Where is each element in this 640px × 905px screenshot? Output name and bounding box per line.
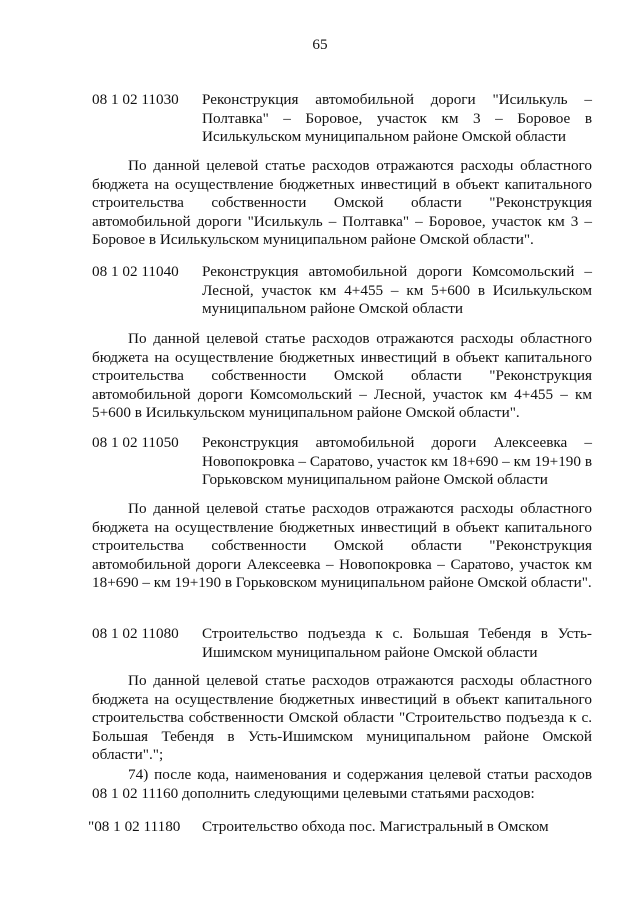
budget-entry-11050 — [92, 434, 592, 490]
entry-code: "08 1 02 11180 — [88, 818, 181, 835]
entry-description-11050 — [92, 500, 592, 593]
entry-code: 08 1 02 11080 — [92, 625, 179, 642]
description-text: По данной целевой статье расходов отражаются расходы областного бюджета на осуществление бюджетных инвестиций в объект капитального строительства собственности Омской области "Реконструкция автомобильной дороги Алексеевка – Новопокровка – Саратово, участок км 18+690 – км 19+190 в Горьковском муниципальном районе Омской области". — [92, 500, 592, 591]
entry-code: 08 1 02 11040 — [92, 263, 179, 280]
entry-title: Строительство обхода пос. Магистральный в Омском — [202, 818, 549, 835]
page-number: 65 — [312, 36, 328, 53]
entry-title: Реконструкция автомобильной дороги Комсомольский – Лесной, участок км 4+455 – км 5+600 в Исилькульском муниципальном районе Омской области — [202, 263, 592, 317]
entry-title: Реконструкция автомобильной дороги "Исилькуль – Полтавка" – Боровое, участок км 3 – Боровое в Исилькульском муниципальном районе Омской области — [202, 91, 592, 145]
budget-entry-11180 — [88, 818, 592, 837]
entry-code: 08 1 02 11050 — [92, 434, 179, 451]
entry-description-11030 — [92, 157, 592, 250]
entry-title: Реконструкция автомобильной дороги Алексеевка – Новопокровка – Саратово, участок км 18+690 – км 19+190 в Горьковском муниципальном районе Омской области — [202, 434, 592, 488]
item-74-text: 74) после кода, наименования и содержания целевой статьи расходов 08 1 02 11160 дополнить следующими целевыми статьями расходов: — [92, 766, 592, 802]
budget-entry-11080 — [92, 625, 592, 662]
description-text: По данной целевой статье расходов отражаются расходы областного бюджета на осуществление бюджетных инвестиций в объект капитального строительства собственности Омской области "Реконструкция автомобильной дороги Комсомольский – Лесной, участок км 4+455 – км 5+600 в Исилькульском муниципальном районе Омской области". — [92, 330, 592, 421]
budget-entry-11030 — [92, 91, 592, 147]
entry-code: 08 1 02 11030 — [92, 91, 179, 108]
item-74-paragraph — [92, 766, 592, 803]
entry-description-11040 — [92, 330, 592, 423]
budget-entry-11040 — [92, 263, 592, 319]
description-text: По данной целевой статье расходов отражаются расходы областного бюджета на осуществление бюджетных инвестиций в объект капитального строительства собственности Омской области "Реконструкция автомобильной дороги "Исилькуль – Полтавка" – Боровое, участок км 3 – Боровое в Исилькульском муниципальном районе Омской области". — [92, 157, 592, 248]
entry-description-11080 — [92, 672, 592, 765]
entry-title: Строительство подъезда к с. Большая Тебендя в Усть-Ишимском муниципальном районе Омской области — [202, 625, 592, 661]
description-text: По данной целевой статье расходов отражаются расходы областного бюджета на осуществление бюджетных инвестиций в объект капитального строительства собственности Омской области "Строительство подъезда к с. Большая Тебендя в Усть-Ишимском муниципальном районе Омской области"."; — [92, 672, 592, 763]
